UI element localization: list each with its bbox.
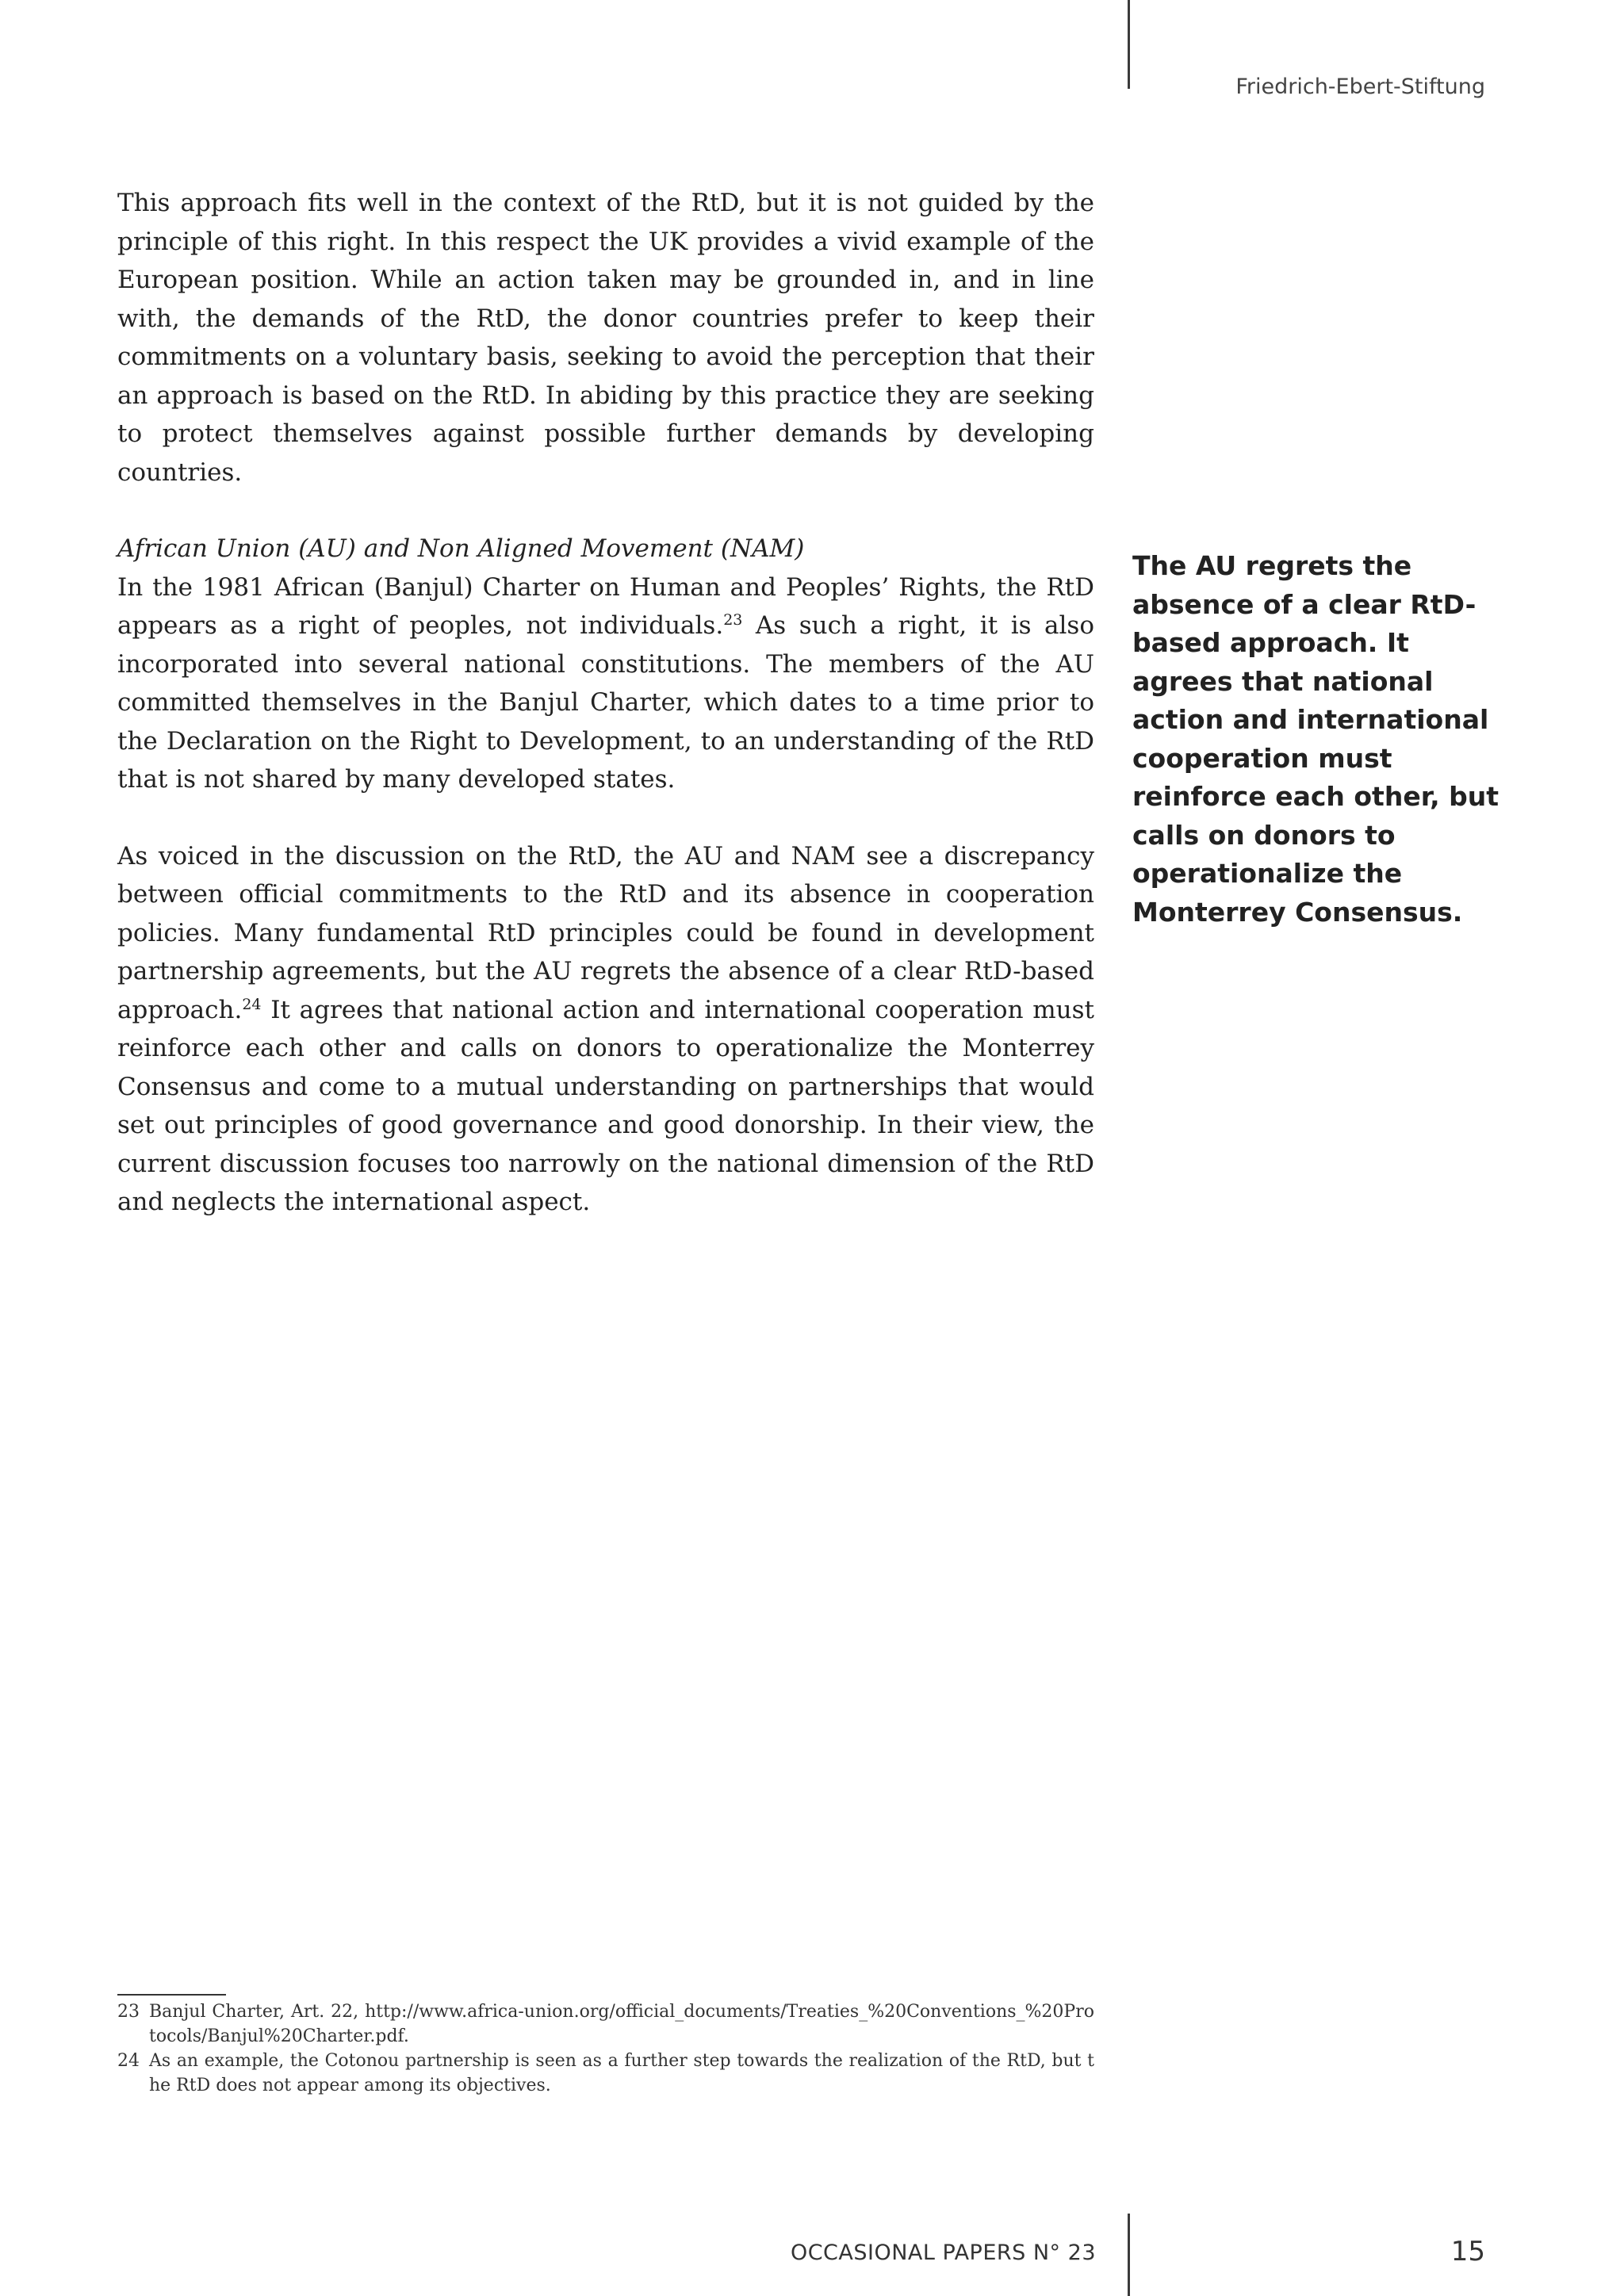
sidebar-callout: The AU regrets the absence of a clear RtD-based approach. It agrees that national action and international cooperation must reinforce each other, but calls on donors to operationalize the Monterrey Consensus.	[1132, 550, 1500, 928]
paragraph-text: It agrees that national action and international cooperation must reinforce each other and calls on donors to operationalize the Monterrey Consensus and come to a mutual understanding on partnerships that would set out principles of good governance and good donorship. In their view, the current discussion focuses too narrowly on the national dimension of the RtD and neglects the international aspect.	[117, 995, 1094, 1216]
footnote-divider	[117, 1994, 226, 1996]
header-organization: Friedrich-Ebert-Stiftung	[1235, 75, 1485, 99]
paragraph-text: In the 1981 African (Banjul) Charter on Human and Peoples’ Rights, the RtD appears as a right of peoples, not individuals.	[117, 572, 1094, 640]
footnote-item	[117, 1999, 1094, 2049]
footnote-number: 23	[117, 2002, 140, 2022]
body-paragraph: This approach fits well in the context of the RtD, but it is not guided by the principle of this right. In this respect the UK provides a vivid example of the European position. While an action taken may be grounded in, and in line with, the demands of the RtD, the donor countries prefer to keep their commitments on a voluntary basis, seeking to avoid the perception that their an approach is based on the RtD. In abiding by this practice they are seeking to protect themselves against possible further demands by developing countries.	[117, 189, 1094, 487]
paragraph-text: As voiced in the discussion on the RtD, the AU and NAM see a discrepancy between official commitments to the RtD and its absence in cooperation policies. Many fundamental RtD principles could be found in development partnership agreements, but the AU regrets the absence of a clear RtD-based approach.	[117, 841, 1094, 1024]
footnote-reference: 23	[723, 611, 743, 629]
footnote-text: As an example, the Cotonou partnership is seen as a further step towards the realization of the RtD, but the RtD does not appear among its objectives.	[149, 2051, 1094, 2095]
main-text-column	[117, 184, 1094, 1222]
page-number: 15	[1450, 2236, 1485, 2267]
footnote-item	[117, 2049, 1094, 2098]
body-paragraph	[117, 837, 1094, 1222]
footnote-text: Banjul Charter, Art. 22, http://www.africa-union.org/official_documents/Treaties_%20Conventions_%20Protocols/Banjul%20Charter.pdf.	[149, 2002, 1094, 2046]
footnote-reference: 24	[242, 995, 262, 1013]
body-paragraph	[117, 568, 1094, 799]
footnotes	[117, 1999, 1094, 2098]
paragraph-text: As such a right, it is also incorporated into several national constitutions. The members of the AU committed themselves in the Banjul Charter, which dates to a time prior to the Declaration on the Right to Development, to an understanding of the RtD that is not shared by many developed states.	[117, 611, 1094, 794]
section-subheading: African Union (AU) and Non Aligned Movement (NAM)	[117, 534, 805, 563]
footer-divider	[1128, 2214, 1130, 2296]
footer-series-title: OCCASIONAL PAPERS N° 23	[790, 2241, 1096, 2265]
footnote-number: 24	[117, 2051, 140, 2071]
header-divider	[1128, 0, 1130, 89]
